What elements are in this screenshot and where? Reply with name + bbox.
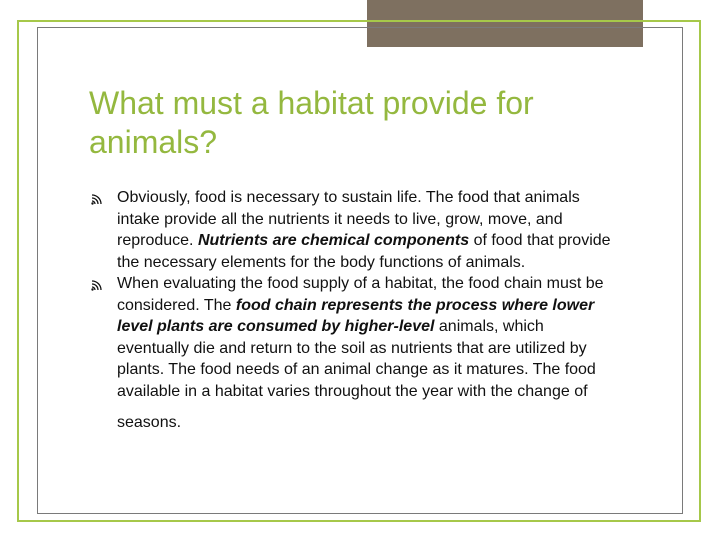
wifi-fan-bullet-icon (89, 279, 105, 291)
bullet-text-tail: seasons. (117, 414, 182, 431)
bullet-text-segment: Obviously, food is necessary to sustain life. The food that animals intake provide all the nutrients it needs to live, grow, move, and reproduce. (117, 189, 580, 249)
bullet-emphasis-segment: Nutrients are chemical components (197, 232, 470, 249)
bullet-list (89, 187, 614, 434)
bullet-text-segment: of food that provide the necessary elements for the body functions of animals. (117, 232, 611, 271)
bullet-item (89, 187, 614, 273)
bullet-text-segment: animals, which eventually die and return to the soil as nutrients that are utilized by plants. The food needs of an animal change as it matures. The food available in a habitat varies throughout the year with the change of (117, 318, 596, 400)
slide-title: What must a habitat provide for animals? (89, 85, 534, 160)
bullet-item (89, 273, 614, 434)
bullet-text-segment: When evaluating the food supply of a habitat, the food chain must be considered. The (117, 275, 604, 314)
wifi-fan-bullet-icon (89, 193, 105, 205)
bullet-emphasis-segment: food chain represents the process where lower level plants are consumed by higher-level (117, 296, 595, 335)
